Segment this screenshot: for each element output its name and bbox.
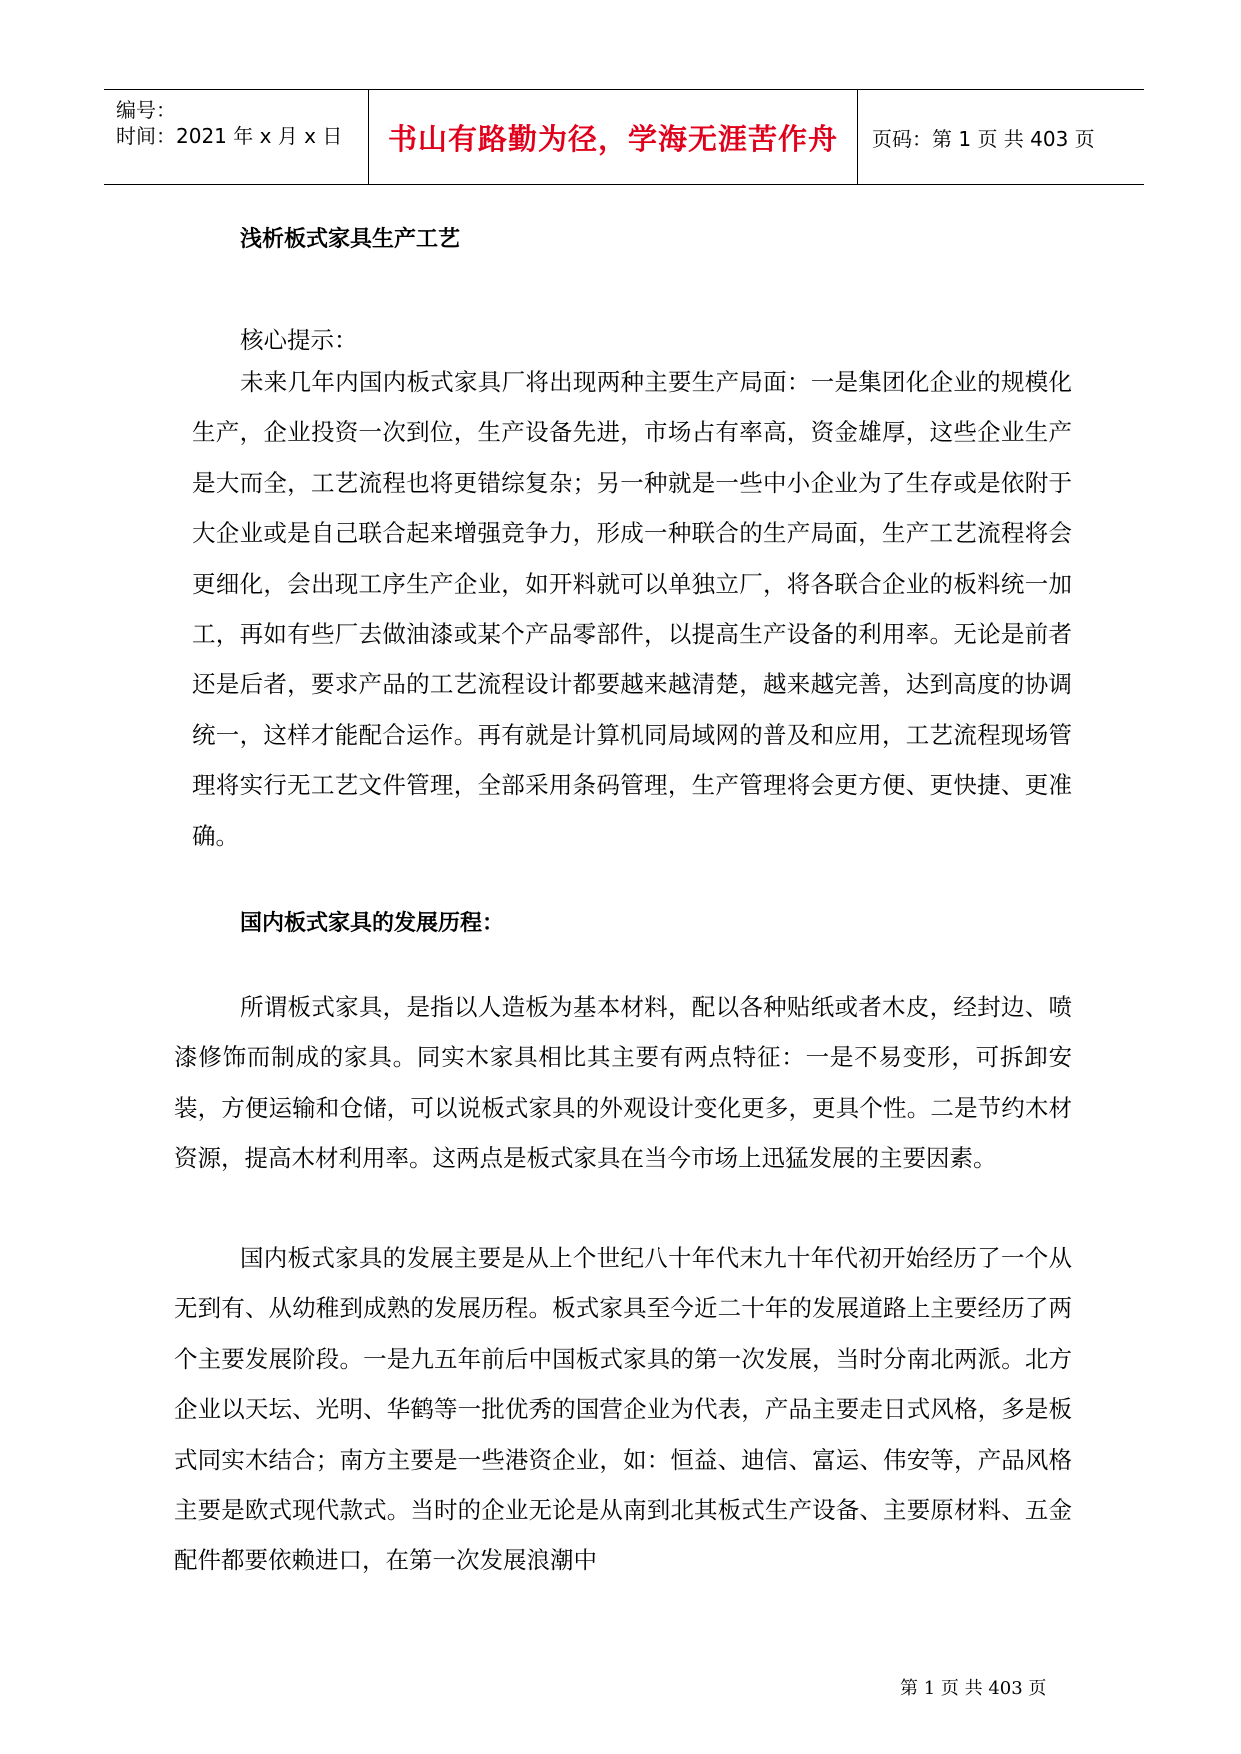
- paragraph-2: 所谓板式家具，是指以人造板为基本材料，配以各种贴纸或者木皮，经封边、喷漆修饰而制成的家具。同实木家具相比其主要有两点特征：一是不易变形，可拆卸安装，方便运输和仓储，可以说板式家具的外观设计变化更多，更具个性。二是节约木材资源，提高木材利用率。这两点是板式家具在当今市场上迅猛发展的主要因素。: [174, 993, 1072, 1173]
- document-number-label: 编号：: [116, 98, 176, 122]
- article-title: 浅析板式家具生产工艺: [240, 226, 461, 252]
- section-title: 国内板式家具的发展历程：: [240, 910, 505, 936]
- header-left-cell: [104, 90, 369, 184]
- header-motto: 书山有路勤为径，学海无涯苦作舟: [387, 121, 838, 156]
- paragraph-3: 国内板式家具的发展主要是从上个世纪八十年代末九十年代初开始经历了一个从无到有、从幼稚到成熟的发展历程。板式家具至今近二十年的发展道路上主要经历了两个主要发展阶段。一是九五年前后中国板式家具的第一次发展，当时分南北两派。北方企业以天坛、光明、华鹤等一批优秀的国营企业为代表，产品主要走日式风格，多是板式同实木结合；南方主要是一些港资企业，如：恒益、迪信、富运、伟安等，产品风格主要是欧式现代款式。当时的企业无论是从南到北其板式生产设备、主要原材料、五金配件都要依赖进口，在第一次发展浪潮中: [174, 1244, 1072, 1575]
- header-page-code: 页码：第 1 页 共 403 页: [872, 126, 1095, 151]
- core-tip-label: 核心提示：: [240, 326, 358, 354]
- paragraph-1: 未来几年内国内板式家具厂将出现两种主要生产局面：一是集团化企业的规模化生产，企业投资一次到位，生产设备先进，市场占有率高，资金雄厚，这些企业生产是大而全，工艺流程也将更错综复杂；另一种就是一些中小企业为了生存或是依附于大企业或是自己联合起来增强竞争力，形成一种联合的生产局面，生产工艺流程将会更细化，会出现工序生产企业，如开料就可以单独立厂，将各联合企业的板料统一加工，再如有些厂去做油漆或某个产品零部件，以提高生产设备的利用率。无论是前者还是后者，要求产品的工艺流程设计都要越来越清楚，越来越完善，达到高度的协调统一，这样才能配合运作。再有就是计算机同局域网的普及和应用，工艺流程现场管理将实行无工艺文件管理，全部采用条码管理，生产管理将会更方便、更快捷、更准确。: [192, 368, 1072, 850]
- footer-page-number: 第 1 页 共 403 页: [900, 1678, 1047, 1699]
- header-motto-cell: [369, 90, 858, 184]
- header-page-cell: [858, 90, 1144, 184]
- header-table: [104, 89, 1144, 185]
- document-time-label: 时间：2021 年 x 月 x 日: [116, 124, 343, 148]
